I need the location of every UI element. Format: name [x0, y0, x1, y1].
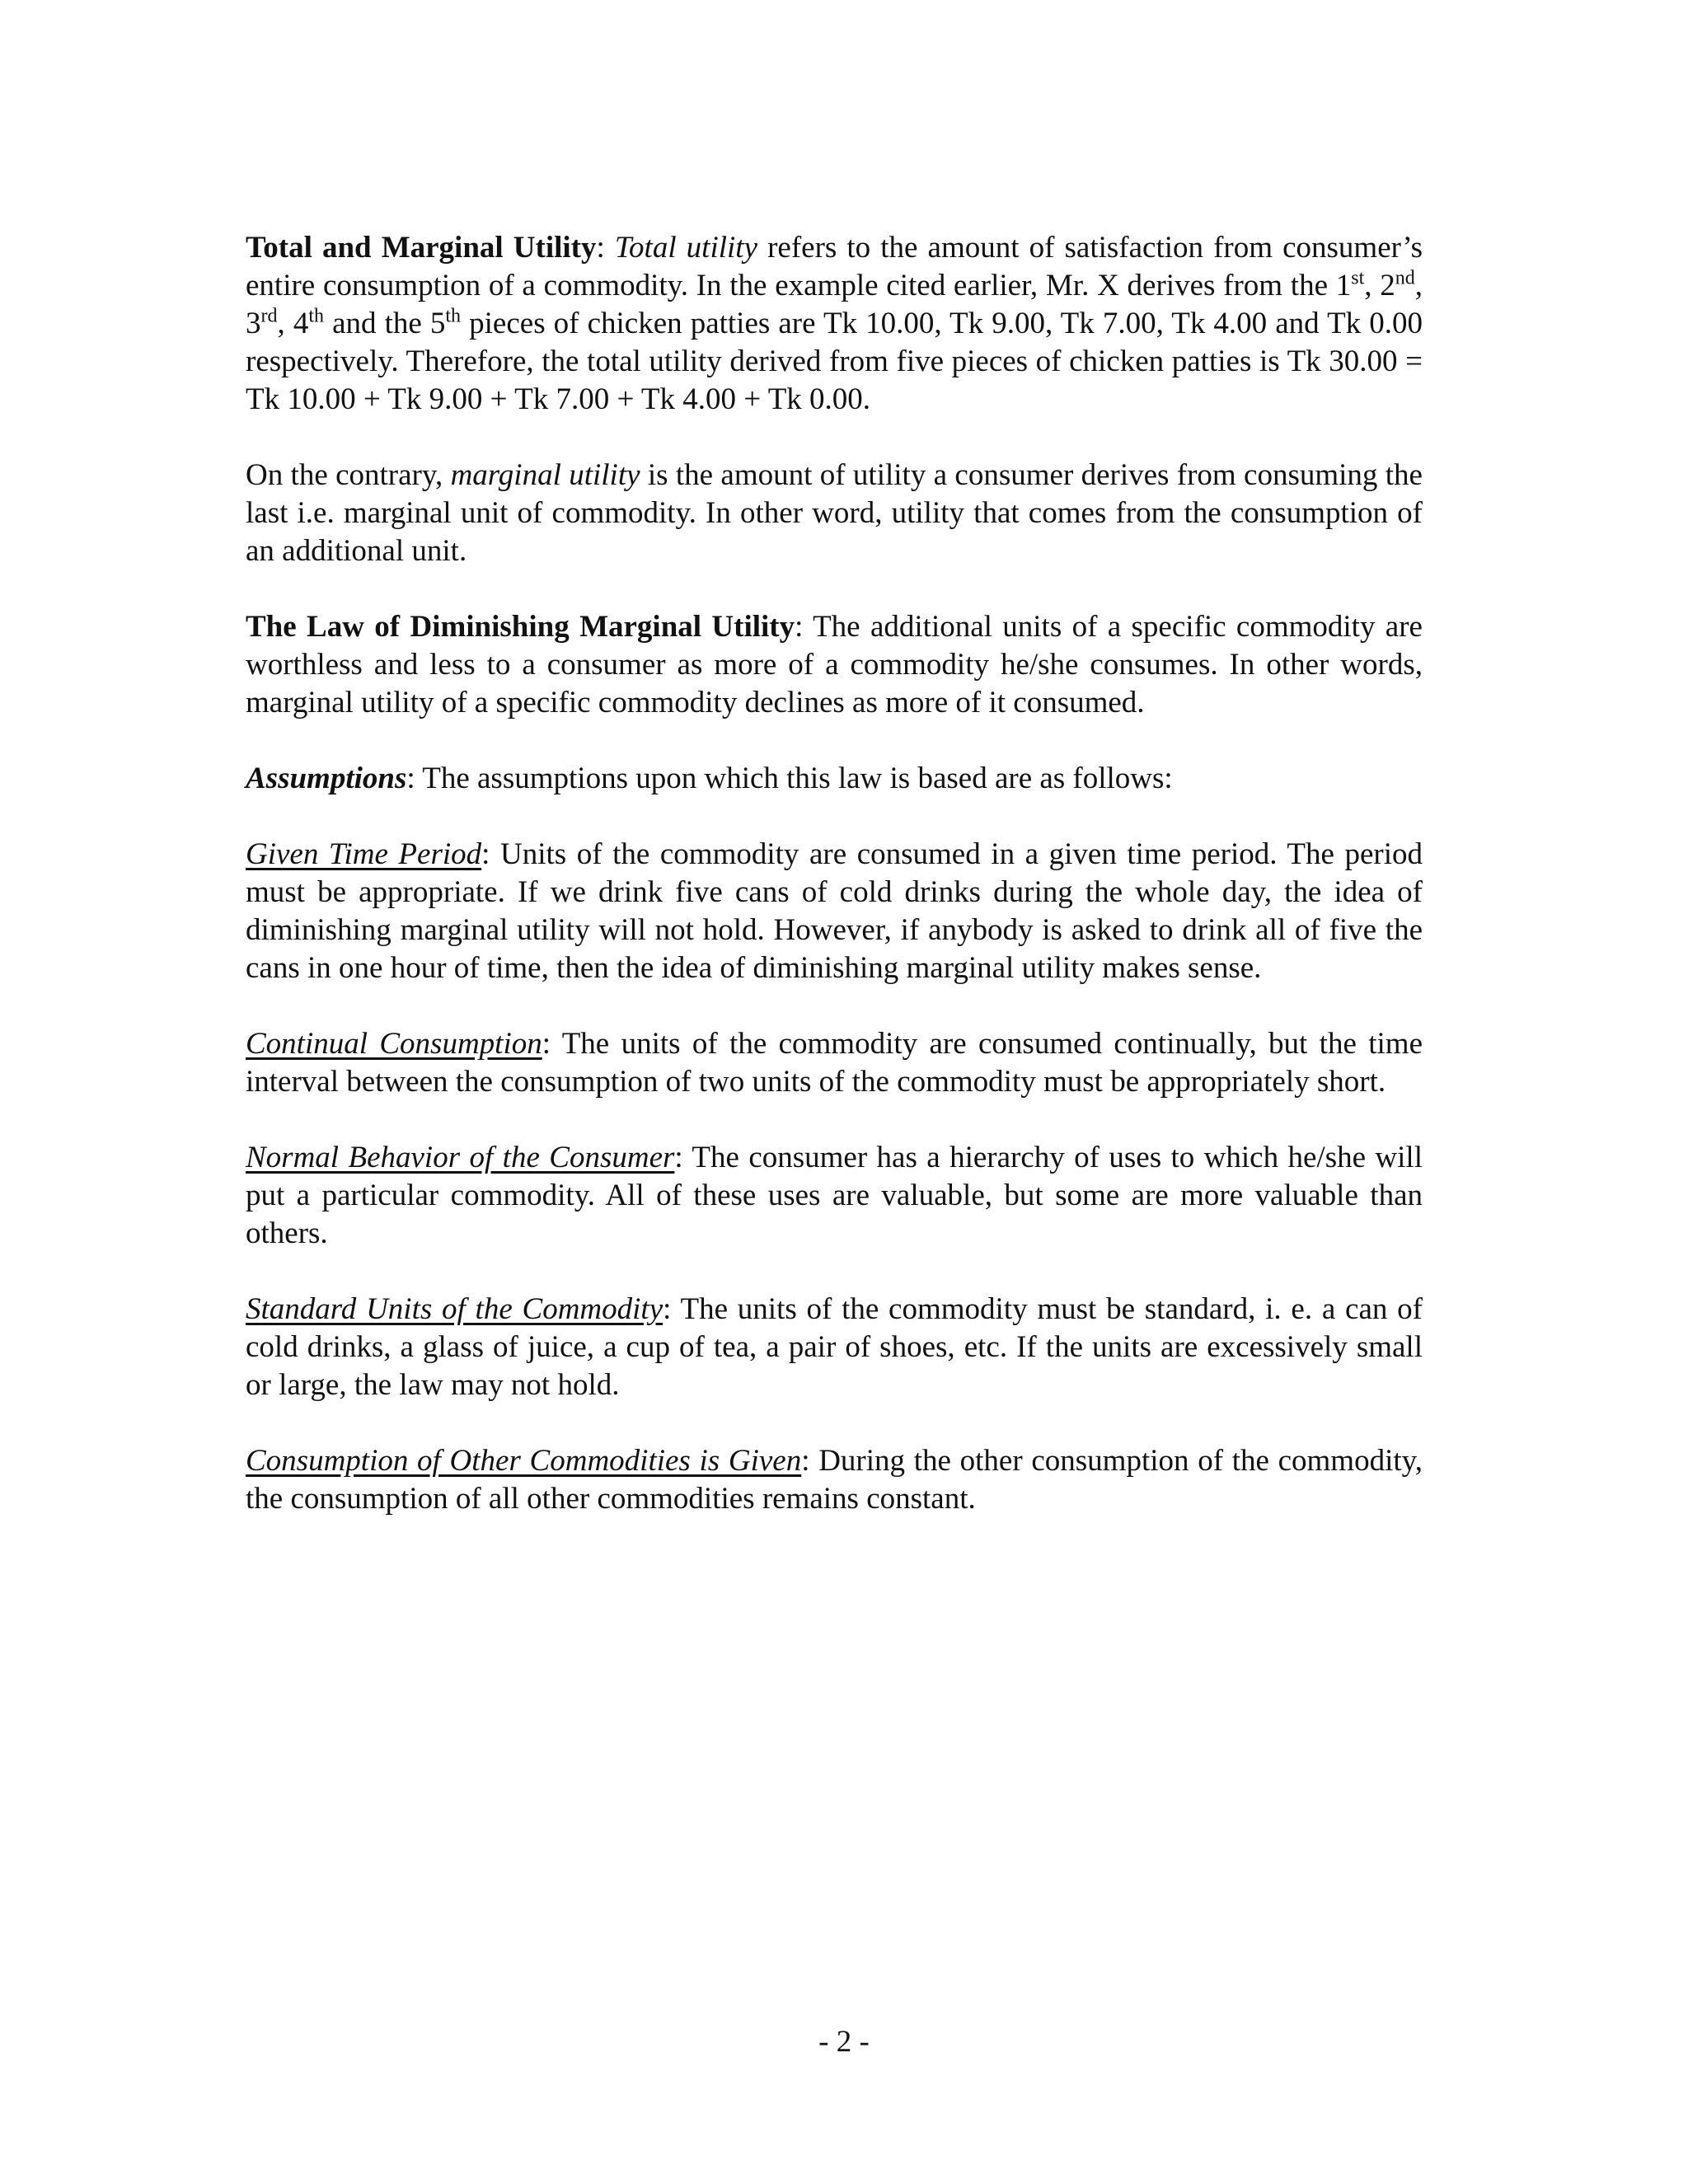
superscript: th: [445, 305, 462, 327]
assumption-standard-units: [246, 1291, 1423, 1404]
text-segment: : The assumptions upon which this law is based are as follows:: [406, 762, 1173, 795]
heading-total-marginal-utility: Total and Marginal Utility: [246, 231, 597, 265]
assumption-title: Consumption of Other Commodities is Given: [246, 1444, 802, 1478]
paragraph-total-marginal-utility: [246, 229, 1423, 419]
assumption-text: : Units of the commodity are consumed in a given time period. The period must be appropriate. If we drink five cans of cold drinks during the whole day, the idea of diminishing marginal utility will not hold. However, if anybody is asked to drink all of five the cans in one hour of time, then the idea of diminishing marginal utility makes sense.: [246, 837, 1423, 985]
superscript: st: [1351, 267, 1365, 289]
assumption-normal-behavior: [246, 1139, 1423, 1253]
assumption-title: Standard Units of the Commodity: [246, 1292, 663, 1326]
paragraph-law-of-diminishing-marginal-utility: [246, 608, 1423, 722]
superscript: rd: [260, 305, 278, 327]
assumption-continual-consumption: [246, 1025, 1423, 1101]
text-segment: pieces of chicken patties are Tk 10.00, Tk 9.00, Tk 7.00, Tk 4.00 and Tk 0.00 respectively. Therefore, the total utility derived from five pieces of chicken patties is Tk 30.00 = Tk 10.00 + Tk 9.00 + Tk 7.00 + Tk 4.00 + Tk 0.00.: [246, 307, 1423, 416]
assumption-title: Given Time Period: [246, 837, 482, 871]
text-segment: refers to the amount of satisfaction from consumer’s entire consumption of a commodity. In the example cited earlier, Mr. X derives from the 1: [246, 231, 1423, 302]
term-marginal-utility: marginal utility: [450, 458, 640, 492]
assumption-text: : The units of the commodity are consumed continually, but the time interval between the consumption of two units of the commodity must be appropriately short.: [246, 1027, 1423, 1099]
assumption-other-commodities: [246, 1442, 1423, 1518]
assumption-title: Continual Consumption: [246, 1027, 542, 1061]
text-segment: , 4: [277, 307, 309, 340]
text-colon: :: [596, 231, 615, 265]
assumption-text: : During the other consumption of the commodity, the consumption of all other commodities remains constant.: [246, 1444, 1423, 1516]
text-segment: is the amount of utility a consumer derives from consuming the last i.e. marginal unit of commodity. In other word, utility that comes from the consumption of an additional unit.: [246, 458, 1423, 568]
paragraph-assumptions: [246, 760, 1423, 798]
text-segment: On the contrary,: [246, 458, 451, 492]
assumption-title: Normal Behavior of the Consumer: [246, 1141, 675, 1174]
superscript: nd: [1395, 267, 1415, 289]
text-segment: , 2: [1364, 269, 1395, 302]
text-segment: , 3: [246, 269, 1423, 340]
text-segment: : The additional units of a specific commodity are worthless and less to a consumer as more of a commodity he/she consumes. In other words, marginal utility of a specific commodity declines as more of it consumed.: [246, 610, 1423, 719]
page-number: - 2 -: [818, 2025, 870, 2059]
superscript: th: [308, 305, 325, 327]
document-page: [246, 229, 1423, 1556]
assumption-text: : The consumer has a hierarchy of uses to which he/she will put a particular commodity. All of these uses are valuable, but some are more valuable than others.: [246, 1141, 1423, 1250]
heading-assumptions: Assumptions: [246, 762, 407, 795]
heading-law-of-diminishing-marginal-utility: The Law of Diminishing Marginal Utility: [246, 610, 795, 644]
assumption-text: : The units of the commodity must be standard, i. e. a can of cold drinks, a glass of juice, a cup of tea, a pair of shoes, etc. If the units are excessively small or large, the law may not hold.: [246, 1292, 1423, 1402]
assumption-given-time-period: [246, 836, 1423, 987]
paragraph-marginal-utility: [246, 457, 1423, 570]
term-total-utility: Total utility: [614, 231, 758, 265]
text-segment: and the 5: [324, 307, 446, 340]
